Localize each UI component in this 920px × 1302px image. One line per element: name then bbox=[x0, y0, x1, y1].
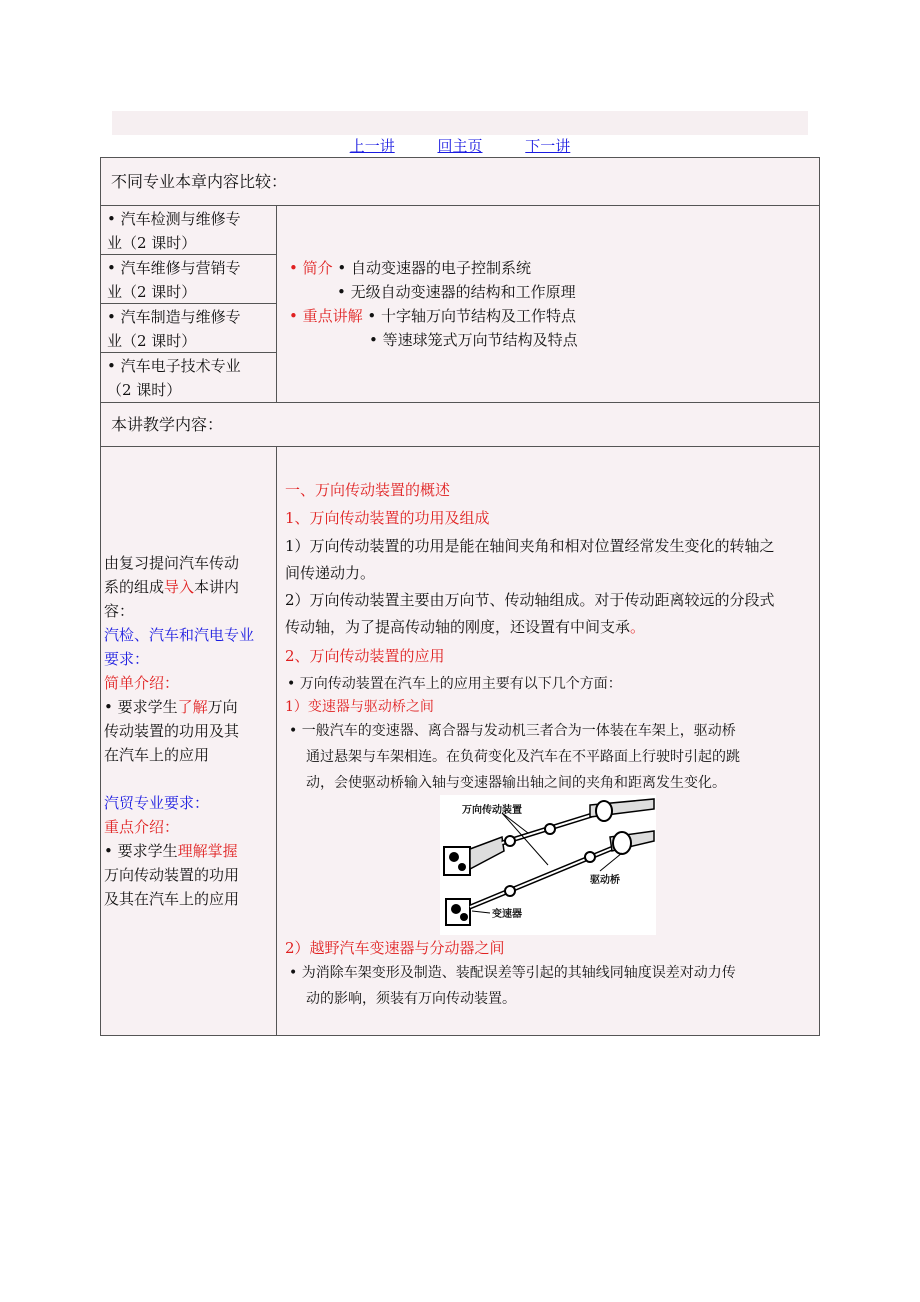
highlight-text: 导入 bbox=[164, 578, 195, 596]
major-cell-4 bbox=[100, 352, 277, 403]
key-item: • 等速球笼式万向节结构及特点 bbox=[369, 331, 578, 349]
section-title: 不同专业本章内容比较： bbox=[111, 172, 288, 191]
gear-dot bbox=[458, 863, 466, 871]
summary-cell bbox=[276, 205, 820, 403]
gear-dot bbox=[460, 913, 468, 921]
bell-housing bbox=[470, 837, 504, 869]
note-line: 万向传动装置的功用 bbox=[104, 866, 240, 884]
section-header-content bbox=[100, 402, 820, 447]
intro-label: • 简介 bbox=[289, 259, 333, 277]
note-line: • 要求学生理解掌握 bbox=[104, 842, 238, 860]
heading-3: 1）变速器与驱动桥之间 bbox=[285, 699, 434, 715]
note-line: 由复习提问汽车传动 bbox=[104, 554, 240, 572]
note-line: 简单介绍： bbox=[104, 674, 180, 692]
note-line: 重点介绍： bbox=[104, 818, 180, 836]
paragraph-line: 间传递动力。 bbox=[285, 564, 376, 582]
note-line: 要求： bbox=[104, 650, 150, 668]
universal-joint bbox=[545, 824, 555, 834]
key-item: • 十字轴万向节结构及工作特点 bbox=[367, 307, 577, 325]
paragraph-line: 1）万向传动装置的功用是能在轴间夹角和相对位置经常发生变化的转轴之 bbox=[285, 537, 775, 555]
driveshaft-diagram bbox=[440, 795, 656, 935]
major-cell-1 bbox=[100, 205, 277, 255]
major-line: 业（2 课时） bbox=[107, 332, 197, 350]
home-link[interactable]: 回主页 bbox=[437, 137, 483, 155]
major-line: • 汽车检测与维修专 bbox=[107, 210, 241, 228]
major-line: （2 课时） bbox=[107, 381, 182, 399]
teaching-notes-cell bbox=[100, 446, 277, 1036]
driveshaft-illustration bbox=[440, 795, 656, 935]
lecture-nav bbox=[0, 136, 920, 156]
bullet-paragraph: • 一般汽车的变速器、离合器与发动机三者合为一体装在车架上，驱动桥 通过悬架与车架相连。在负荷变化及汽车在不平路面上行驶时引起的跳 动，会使驱动桥输入轴与变速器输出轴之间的夹角和距离发生变化。 bbox=[289, 723, 740, 791]
lecture-content-cell bbox=[276, 446, 820, 1036]
note-line: 及其在汽车上的应用 bbox=[104, 890, 240, 908]
paragraph-line: 传动轴，为了提高传动轴的刚度，还设置有中间支承。 bbox=[285, 618, 646, 636]
bullet-paragraph: • 为消除车架变形及制造、装配误差等引起的其轴线同轴度误差对动力传 动的影响，须装有万向传动装置。 bbox=[289, 965, 736, 1007]
major-line: • 汽车制造与维修专 bbox=[107, 308, 241, 326]
leader-line bbox=[600, 853, 622, 871]
highlight-text: 理解掌握 bbox=[177, 842, 238, 860]
universal-joint bbox=[585, 852, 595, 862]
driveshaft-label: 万向传动装置 bbox=[462, 805, 522, 816]
paragraph-line: 2）万向传动装置主要由万向节、传动轴组成。对于传动距离较远的分段式 bbox=[285, 591, 775, 609]
intro-item: • 自动变速器的电子控制系统 bbox=[337, 259, 532, 277]
leader-line bbox=[472, 911, 490, 913]
major-line: • 汽车维修与营销专 bbox=[107, 259, 241, 277]
top-banner bbox=[112, 111, 808, 135]
section-header-comparison bbox=[100, 157, 820, 206]
universal-joint bbox=[505, 886, 515, 896]
universal-joint bbox=[505, 836, 515, 846]
heading-2: 1、万向传动装置的功用及组成 bbox=[285, 509, 490, 527]
heading-1: 一、万向传动装置的概述 bbox=[285, 481, 451, 499]
major-line: 业（2 课时） bbox=[107, 283, 197, 301]
gearbox-label: 变速器 bbox=[492, 909, 522, 920]
axle-label: 驱动桥 bbox=[590, 875, 620, 886]
major-cell-3 bbox=[100, 303, 277, 353]
prev-lecture-link[interactable]: 上一讲 bbox=[349, 137, 395, 155]
bullet-line: • 万向传动装置在汽车上的应用主要有以下几个方面： bbox=[287, 676, 622, 692]
note-line: 在汽车上的应用 bbox=[104, 746, 210, 764]
major-line: 业（2 课时） bbox=[107, 234, 197, 252]
intro-row bbox=[289, 256, 531, 280]
note-line: • 要求学生了解万向 bbox=[104, 698, 238, 716]
note-line: 汽检、汽车和汽电专业 bbox=[104, 626, 255, 644]
heading-3: 2）越野汽车变速器与分动器之间 bbox=[285, 939, 505, 957]
note-line: 传动装置的功用及其 bbox=[104, 722, 240, 740]
major-line: • 汽车电子技术专业 bbox=[107, 357, 241, 375]
key-row bbox=[289, 304, 576, 328]
next-lecture-link[interactable]: 下一讲 bbox=[525, 137, 571, 155]
highlight-text: 了解 bbox=[177, 698, 208, 716]
gear-dot bbox=[449, 852, 459, 862]
intro-item: • 无级自动变速器的结构和工作原理 bbox=[337, 283, 576, 301]
major-cell-2 bbox=[100, 254, 277, 304]
section-title: 本讲教学内容： bbox=[111, 415, 224, 434]
key-label: • 重点讲解 bbox=[289, 307, 363, 325]
note-line: 系的组成导入本讲内 bbox=[104, 578, 240, 596]
note-line: 汽贸专业要求： bbox=[104, 794, 210, 812]
heading-2: 2、万向传动装置的应用 bbox=[285, 647, 445, 665]
leader-line bbox=[502, 813, 528, 833]
note-line: 容： bbox=[104, 602, 135, 620]
gear-dot bbox=[451, 904, 461, 914]
